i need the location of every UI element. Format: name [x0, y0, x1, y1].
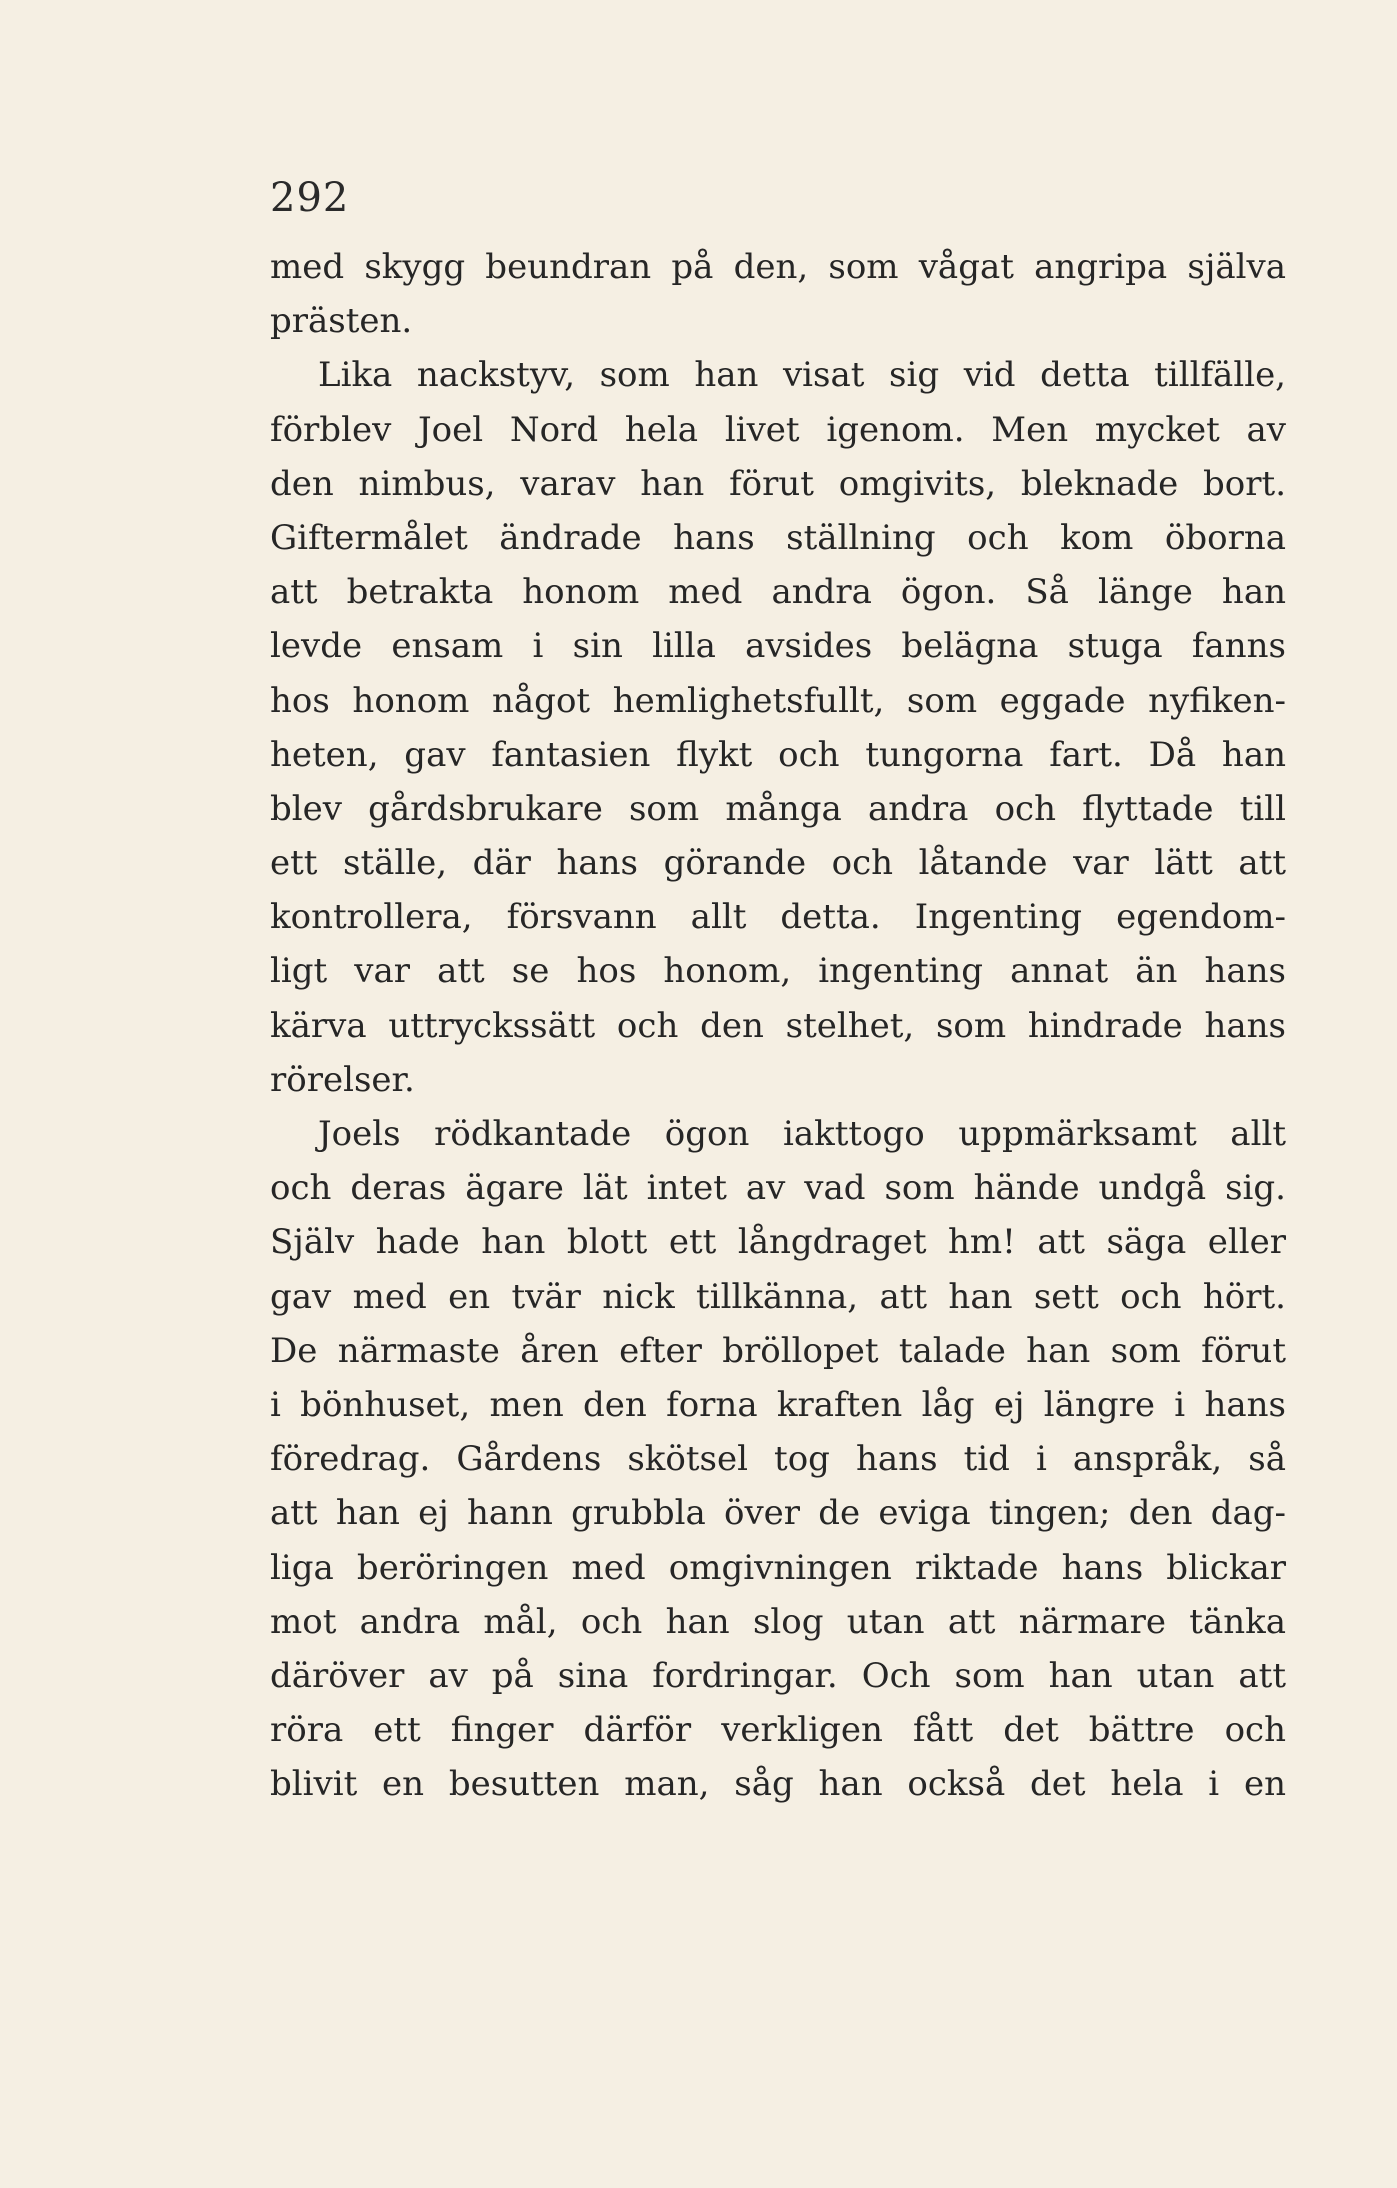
text-line: förblev Joel Nord hela livet igenom. Men mycket av: [270, 409, 1286, 450]
text-line: gav med en tvär nick tillkänna, att han sett och hört.: [270, 1276, 1286, 1317]
text-line: prästen.: [270, 301, 413, 342]
text-line: att han ej hann grubbla över de eviga tingen; den dag-: [270, 1493, 1286, 1534]
text-line: levde ensam i sin lilla avsides belägna stuga fanns: [270, 626, 1286, 667]
text-line: Joels rödkantade ögon iakttogo uppmärksamt allt: [318, 1114, 1286, 1154]
text-line: liga beröringen med omgivningen riktade hans blickar: [270, 1547, 1286, 1588]
text-line: däröver av på sina fordringar. Och som han utan att: [270, 1655, 1286, 1696]
text-line: blivit en besutten man, såg han också det hela i en: [270, 1764, 1286, 1805]
text-line: kärva uttryckssätt och den stelhet, som hindrade hans: [270, 1005, 1286, 1046]
text-line: föredrag. Gårdens skötsel tog hans tid i anspråk, så: [270, 1439, 1286, 1480]
text-line: och deras ägare lät intet av vad som hände undgå sig.: [270, 1168, 1286, 1209]
text-line: heten, gav fantasien flykt och tungorna fart. Då han: [270, 734, 1286, 775]
text-line: den nimbus, varav han förut omgivits, bleknade bort.: [270, 463, 1286, 504]
text-line: rörelser.: [270, 1059, 415, 1100]
text-line: De närmaste åren efter bröllopet talade han som förut: [270, 1330, 1286, 1371]
body-text: [270, 240, 1286, 1811]
text-line: blev gårdsbrukare som många andra och flyttade till: [270, 788, 1286, 829]
text-line: kontrollera, försvann allt detta. Ingenting egendom-: [270, 897, 1286, 938]
text-line: ett ställe, där hans görande och låtande var lätt att: [270, 843, 1286, 884]
text-line: ligt var att se hos honom, ingenting annat än hans: [270, 951, 1286, 992]
text-line: Lika nackstyv, som han visat sig vid detta tillfälle,: [318, 355, 1286, 396]
text-line: att betrakta honom med andra ögon. Så länge han: [270, 572, 1286, 613]
text-line: i bönhuset, men den forna kraften låg ej längre i hans: [270, 1384, 1286, 1425]
text-line: med skygg beundran på den, som vågat angripa själva: [270, 247, 1286, 287]
text-line: mot andra mål, och han slog utan att närmare tänka: [270, 1601, 1286, 1642]
text-line: Själv hade han blott ett långdraget hm! att säga eller: [270, 1222, 1286, 1263]
page-number: 292: [270, 175, 350, 221]
text-line: röra ett finger därför verkligen fått det bättre och: [270, 1710, 1286, 1751]
text-line: hos honom något hemlighetsfullt, som eggade nyfiken-: [270, 680, 1286, 721]
text-line: Giftermålet ändrade hans ställning och kom öborna: [270, 517, 1286, 558]
